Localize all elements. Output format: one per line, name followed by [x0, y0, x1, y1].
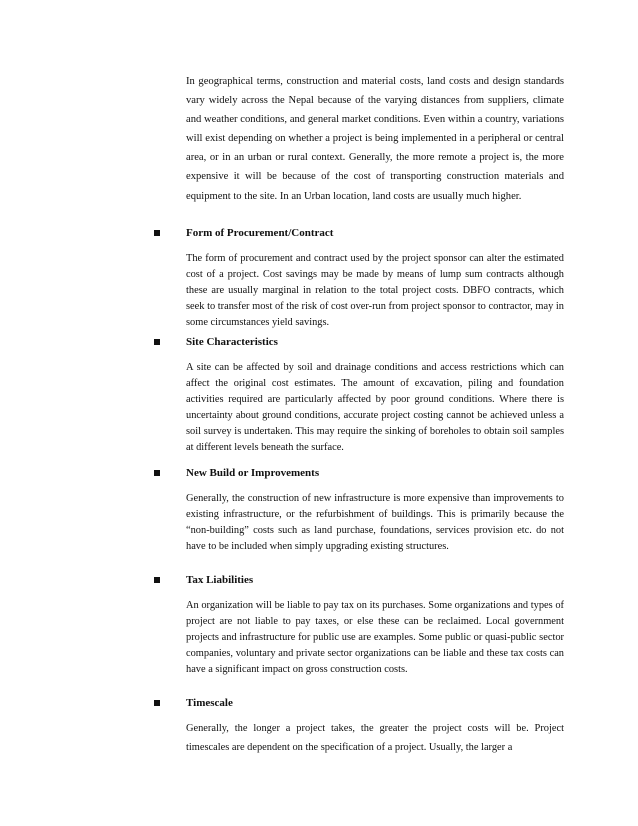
section-site-characteristics	[154, 335, 564, 466]
section-heading	[154, 226, 564, 240]
section-heading	[154, 466, 564, 480]
section-heading-label: Timescale	[186, 697, 233, 709]
square-bullet-icon	[154, 700, 160, 706]
square-bullet-icon	[154, 577, 160, 583]
section-body: Generally, the construction of new infrastructure is more expensive than improvements to existing infrastructure, or the refurbishment of buildings. This is primarily because the “non-building” costs such as land purchase, foundations, services provision etc. do not have to be included when simply upgrading existing structures.	[186, 493, 564, 552]
section-heading-label: Site Characteristics	[186, 336, 278, 348]
square-bullet-icon	[154, 339, 160, 345]
section-heading	[154, 335, 564, 349]
square-bullet-icon	[154, 470, 160, 476]
section-heading-label: Tax Liabilities	[186, 574, 254, 586]
section-heading	[154, 696, 564, 710]
square-bullet-icon	[154, 230, 160, 236]
section-body: An organization will be liable to pay tax on its purchases. Some organizations and types of project are not liable to pay taxes, or else these can be reclaimed. Local government projects and infrastructure for public use are examples. Some public or quasi-public sector companies, voluntary and private sector organizations can be liable and these tax costs can have a significant impact on gross construction costs.	[186, 600, 564, 675]
section-heading-label: New Build or Improvements	[186, 467, 320, 479]
section-body: The form of procurement and contract used by the project sponsor can alter the estimated cost of a project. Cost savings may be made by means of lump sum contracts although these are usually marginal in relation to the total project costs. DBFO contracts, which seek to transfer most of the risk of cost over-run from project sponsor to contractor, may in some circumstances yield savings.	[186, 253, 564, 328]
section-heading	[154, 573, 564, 587]
section-body: Generally, the longer a project takes, the greater the project costs will be. Project timescales are dependent on the specification of a project. Usually, the larger a	[186, 723, 564, 754]
section-new-build	[154, 466, 564, 565]
section-body: A site can be affected by soil and drainage conditions and access restrictions which can affect the original cost estimates. The amount of excavation, piling and foundation activities required are particularly affected by poor ground conditions. Where there is uncertainty about ground conditions, accurate project costing cannot be achieved unless a soil survey is undertaken. This may require the sinking of boreholes to obtain soil samples at different levels beneath the surface.	[186, 362, 564, 453]
section-procurement	[154, 226, 564, 341]
intro-paragraph: In geographical terms, construction and material costs, land costs and design standards vary widely across the Nepal because of the varying distances from suppliers, climate and weather conditions, and general market conditions. Even within a country, variations will exist depending on whether a project is being implemented in a peripheral or central area, or in an urban or rural context. Generally, the more remote a project is, the more expensive it will be because of the cost of transporting construction materials and equipment to the site. In an Urban location, land costs are usually much higher.	[186, 76, 564, 202]
section-heading-label: Form of Procurement/Contract	[186, 227, 334, 239]
section-timescale	[154, 696, 564, 768]
section-tax-liabilities	[154, 573, 564, 688]
